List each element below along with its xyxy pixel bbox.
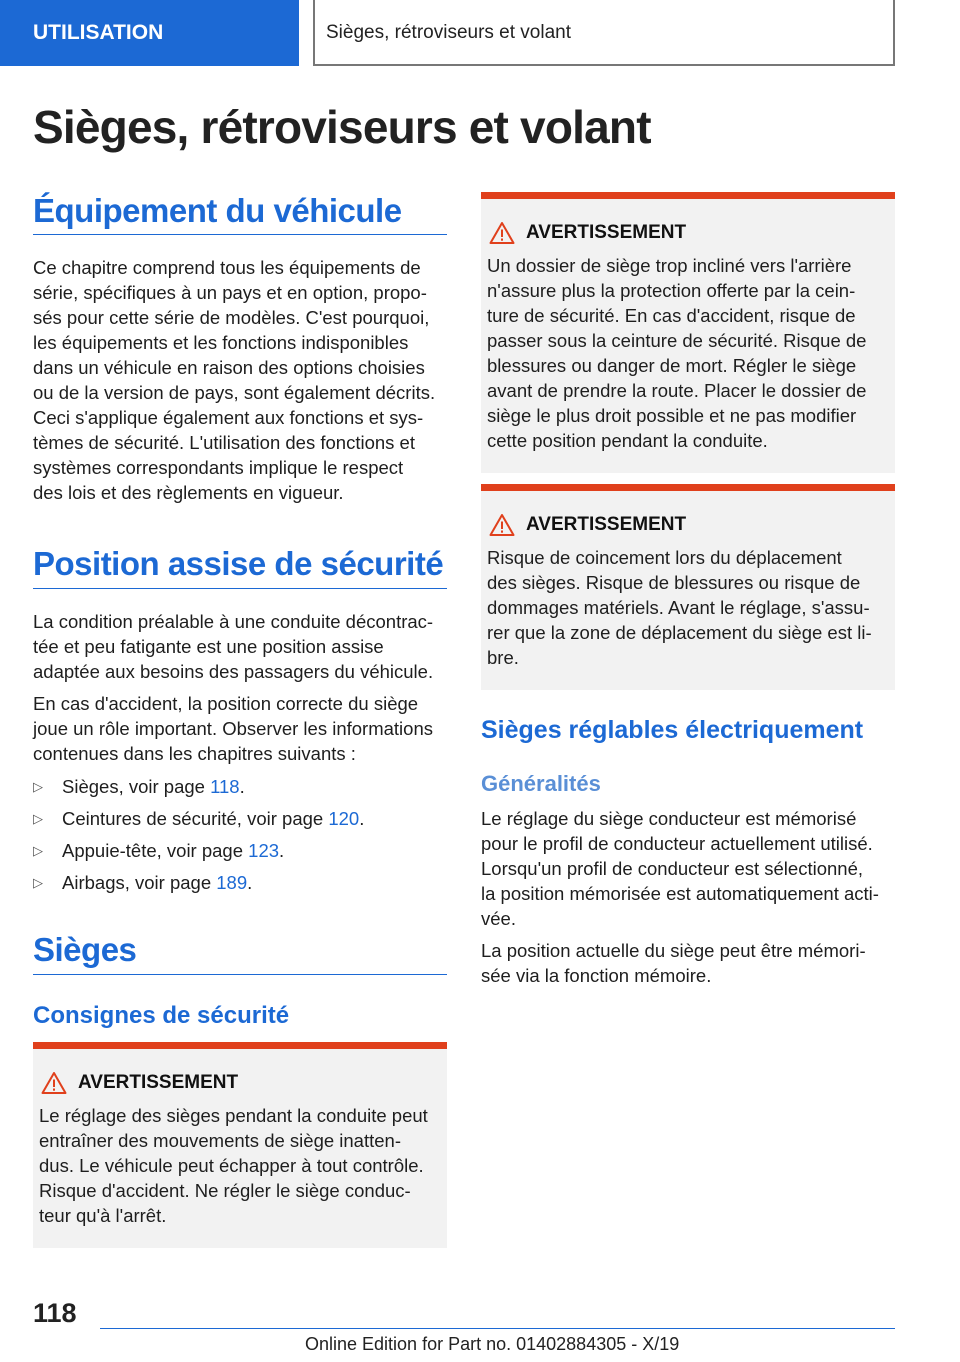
- heading-rule: [33, 234, 447, 235]
- warning-text: Risque de coincement lors du déplacement des sièges. Risque de blessures ou risque de dommages matériels. Avant le réglage, s'assu- rer que la zone de déplacement du siège est li- bre.: [487, 547, 872, 668]
- paragraph-equipement: Ce chapitre comprend tous les équipements de série, spécifiques à un pays et en option, propo- sés pour cette série de modèles. C'est pourquoi, les équipements et les fonctions indisponibles dans un véhicule en raison des options choisies ou de la version de pays, sont également décrits. Ceci s'applique également aux fonctions et sys- tèmes de sécurité. L'utilisation des fonctions et systèmes correspondants implique le respect des lois et des règlements en vigueur.: [33, 257, 436, 503]
- paragraph-generalites-2: La position actuelle du siège peut être mémori- sée via la fonction mémoire.: [481, 940, 866, 986]
- paragraph-position-2: En cas d'accident, la position correcte du siège joue un rôle important. Observer les informations contenues dans les chapitres suivants :: [33, 693, 433, 764]
- warning-title: AVERTISSEMENT: [526, 514, 687, 535]
- warning-text: Un dossier de siège trop incliné vers l'arrière n'assure plus la protection offerte par la cein- ture de sécurité. En cas d'accident, risque de passer sous la ceinture de sécurité. Risque de blessures ou danger de mort. Régler le siège avant de prendre la route. Placer le dossier de siège le plus droit possible et ne pas modifier cette position pendant la conduite.: [487, 255, 867, 451]
- subheading-generalites: Généralités: [481, 771, 601, 796]
- paragraph-generalites-1: Le réglage du siège conducteur est mémorisé pour le profil de conducteur actuellement utilisé. Lorsqu'un profil de conducteur est sélectionné, la position mémorisée est automatiquement acti- vée.: [481, 808, 879, 929]
- footer-rule: [100, 1328, 895, 1329]
- heading-sieges: Sièges: [33, 931, 137, 968]
- triangle-bullet-icon: ▷: [33, 875, 43, 890]
- heading-rule: [33, 974, 447, 975]
- warning-text: Le réglage des sièges pendant la conduite peut entraîner des mouvements de siège inatten- dus. Le véhicule peut échapper à tout contrôle. Risque d'accident. Ne régler le siège conduc- teur qu'à l'arrêt.: [39, 1105, 428, 1226]
- page-link[interactable]: 118: [210, 776, 240, 797]
- page-number: 118: [33, 1298, 77, 1328]
- heading-position-assise: Position assise de sécurité: [33, 545, 444, 582]
- warning-box: [33, 1042, 447, 1248]
- triangle-bullet-icon: ▷: [33, 843, 43, 858]
- triangle-bullet-icon: ▷: [33, 779, 43, 794]
- warning-triangle-icon: [41, 1071, 67, 1095]
- header-chapter-title: Sièges, rétroviseurs et volant: [313, 0, 895, 66]
- heading-equipement: Équipement du véhicule: [33, 192, 402, 229]
- warning-box: [481, 192, 895, 473]
- warning-triangle-icon: [489, 221, 515, 245]
- warning-triangle-icon: [489, 513, 515, 537]
- page-link[interactable]: 120: [328, 808, 360, 829]
- heading-rule: [33, 588, 447, 589]
- warning-box: [481, 484, 895, 690]
- heading-sieges-electriques: Sièges réglables électriquement: [481, 716, 864, 744]
- subheading-consignes: Consignes de sécurité: [33, 1002, 290, 1029]
- paragraph-position-1: La condition préalable à une conduite décontrac- tée et peu fatigante est une position assise adaptée aux besoins des passagers du véhicule.: [33, 611, 434, 682]
- warning-title: AVERTISSEMENT: [78, 1072, 239, 1093]
- warning-title: AVERTISSEMENT: [526, 222, 687, 243]
- page-link[interactable]: 189: [216, 872, 248, 893]
- footer-edition: Online Edition for Part no. 01402884305 - X/19: [305, 1334, 680, 1354]
- header-section-tab: UTILISATION: [0, 0, 299, 66]
- triangle-bullet-icon: ▷: [33, 811, 43, 826]
- page-title: Sièges, rétroviseurs et volant: [33, 101, 651, 153]
- page-link[interactable]: 123: [248, 840, 280, 861]
